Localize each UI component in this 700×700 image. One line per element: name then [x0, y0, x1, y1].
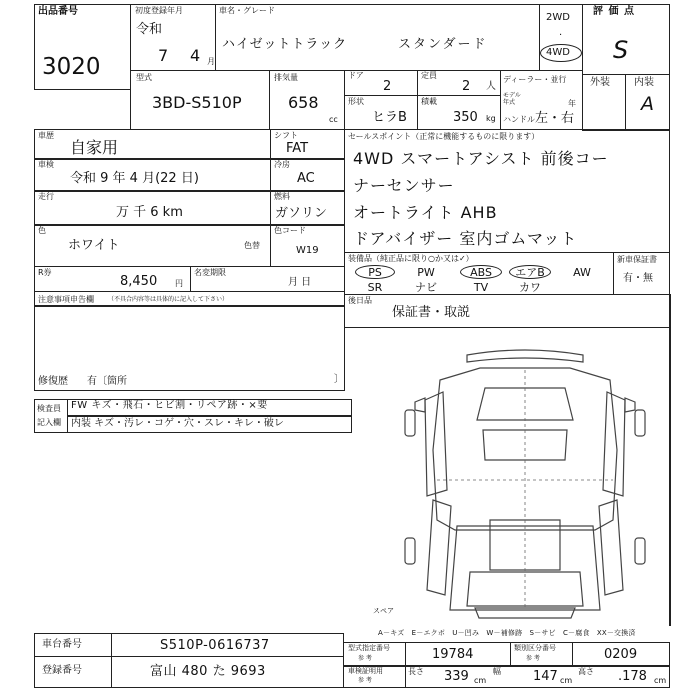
reg-label: 登録番号 [42, 665, 82, 676]
history-value: 自家用 [70, 138, 119, 157]
cert-value: 19784 [432, 647, 474, 662]
equip-sr: SR [367, 280, 383, 294]
load-label: 積載 [421, 97, 437, 106]
load-unit: kg [486, 114, 496, 123]
equip-tv: TV [473, 280, 489, 294]
height-unit: cm [654, 676, 667, 685]
color-change-label: 色替 [244, 241, 260, 250]
divider [34, 305, 345, 307]
cert-sub: 参 考 [358, 655, 372, 662]
shaken-label: 車検 [38, 160, 54, 169]
ac-value: AC [297, 171, 315, 186]
dealer-label: ディーラー・並行 [503, 75, 567, 84]
repair-value: 有〔箇所 [87, 376, 127, 387]
after-value: 保証書・取説 [392, 305, 471, 320]
int-score: A [641, 93, 654, 115]
color-code-label: 色コード [274, 226, 306, 235]
repair-bracket: 〕 [334, 374, 344, 385]
dim-label: 車検証明用 [348, 667, 383, 675]
sales-point-line: ナーセンサー [353, 176, 455, 195]
lot-number: 3020 [42, 54, 101, 80]
model-year-unit: 年 [568, 99, 576, 108]
length-value: 339 [444, 669, 469, 684]
int-label: 内装 [634, 77, 654, 88]
sales-point-line: オートライト AHB [353, 203, 498, 222]
cert-label: 型式指定番号 [348, 644, 390, 652]
handle-value: 左・右 [535, 111, 575, 126]
drive-dot: · [559, 30, 563, 41]
model-year-label: モデル年式 [503, 92, 521, 106]
mileage-value: 万 千 6 km [116, 205, 183, 220]
first-reg-month: 4 [190, 46, 201, 65]
color-code-value: W19 [296, 245, 319, 256]
first-reg-year: 7 [158, 46, 169, 65]
divider [67, 415, 352, 417]
first-reg-label: 初度登録年月 [135, 6, 183, 15]
equip-pw: PW [417, 265, 435, 279]
history-label: 車歴 [38, 131, 54, 140]
height-value: .178 [618, 669, 647, 684]
notes-sub: （不具合内容等は具体的に記入して下さい） [108, 296, 229, 303]
type-value: 3BD-S510P [152, 93, 242, 112]
damage-legend: A－キズ E－エクボ U－凹み W－補修跡 S－サビ C－腐食 XX－交換済 [378, 629, 636, 637]
drive-4wd: 4WD [546, 47, 570, 58]
equipment-label: 装備品（純正品に限り○か又は✓） [348, 254, 474, 263]
frame-label: 車台番号 [42, 639, 82, 650]
color-value: ホワイト [68, 238, 120, 253]
disp-value: 658 [288, 93, 319, 112]
model-label: 車名・グレード [219, 6, 275, 15]
after-label: 後日品 [348, 296, 372, 305]
inspector-row: 内装 キズ・汚レ・コゲ・穴・スレ・キレ・破レ [71, 418, 284, 429]
width-label: 幅 [493, 667, 501, 676]
first-reg-month-unit: 月 [207, 57, 215, 66]
recycle-value: 8,450 [120, 274, 158, 289]
type-label: 型式 [136, 73, 152, 82]
model-name: ハイゼットトラック [222, 37, 348, 52]
model-grade: スタンダード [398, 37, 488, 52]
fuel-value: ガソリン [275, 206, 328, 221]
class-label: 類別区分番号 [514, 644, 556, 652]
dim-sub: 参 考 [358, 677, 372, 684]
equip-leather: カワ [519, 281, 541, 294]
cap-value: 2 [462, 79, 471, 94]
notes-label: 注意事項申告欄 [38, 295, 94, 304]
ext-label: 外装 [590, 77, 610, 88]
disp-label: 排気量 [274, 73, 298, 82]
disp-unit: cc [329, 115, 338, 124]
inspector-label: 検査員 [37, 404, 61, 413]
repair-label: 修復歴 [38, 376, 68, 387]
length-unit: cm [474, 676, 487, 685]
vehicle-damage-diagram [395, 340, 655, 625]
license-value: 月 日 [288, 277, 312, 288]
license-label: 名変期限 [194, 268, 226, 277]
cap-unit: 人 [486, 81, 496, 92]
first-reg-era: 令和 [136, 22, 163, 37]
sales-points-label: セールスポイント（正常に機能するものに限ります） [348, 132, 540, 141]
class-sub: 参 考 [526, 655, 540, 662]
shaken-value: 令和 9 年 4 月(22 日) [70, 171, 199, 186]
right-border [669, 294, 671, 626]
handle-label: ハンドル [503, 115, 535, 124]
frame-value: S510P-0616737 [160, 638, 270, 653]
cap-label: 定員 [421, 71, 437, 80]
divider [34, 224, 271, 226]
inspector-label: 記入欄 [37, 418, 61, 427]
sales-point-line: ドアバイザー 室内ゴムマット [353, 229, 578, 248]
eval-score: S [613, 36, 629, 64]
equip-airbag: エアB [515, 266, 545, 279]
divider [34, 158, 271, 160]
equip-abs: ABS [470, 265, 492, 279]
lot-label: 出品番号 [38, 6, 78, 17]
spare-label: スペア [373, 607, 394, 615]
ac-label: 冷房 [274, 160, 290, 169]
mileage-label: 走行 [38, 192, 54, 201]
new-car-value: 有・無 [623, 273, 653, 284]
recycle-unit: 円 [175, 279, 183, 288]
recycle-label: R券 [38, 268, 52, 277]
recycle-box [34, 266, 191, 292]
shape-label: 形状 [348, 97, 364, 106]
divider [34, 190, 271, 192]
shift-label: シフト [274, 131, 298, 140]
height-label: 高さ [578, 667, 594, 676]
equip-ps: PS [368, 265, 382, 279]
load-value: 350 [453, 110, 478, 125]
width-value: 147 [533, 669, 558, 684]
width-unit: cm [560, 676, 573, 685]
fuel-label: 燃料 [274, 192, 290, 201]
shift-value: FAT [286, 141, 309, 156]
new-car-label: 新車保証書 [617, 255, 657, 264]
equip-navi: ナビ [415, 281, 437, 294]
class-value: 0209 [604, 647, 638, 662]
drive-2wd: 2WD [546, 12, 570, 23]
shape-value: ヒラB [372, 110, 407, 125]
sales-point-line: 4WD スマートアシスト 前後コー [353, 149, 609, 168]
equip-aw: AW [573, 265, 591, 279]
door-label: ドア [348, 71, 364, 80]
reg-value: 富山 480 た 9693 [150, 664, 266, 679]
eval-label: 評 価 点 [593, 6, 635, 17]
inspector-row: FW キズ・飛石・ヒビ割・リペア跡・×要 [71, 400, 268, 411]
door-value: 2 [383, 79, 392, 94]
length-label: 長さ [408, 667, 424, 676]
color-label: 色 [38, 226, 46, 235]
